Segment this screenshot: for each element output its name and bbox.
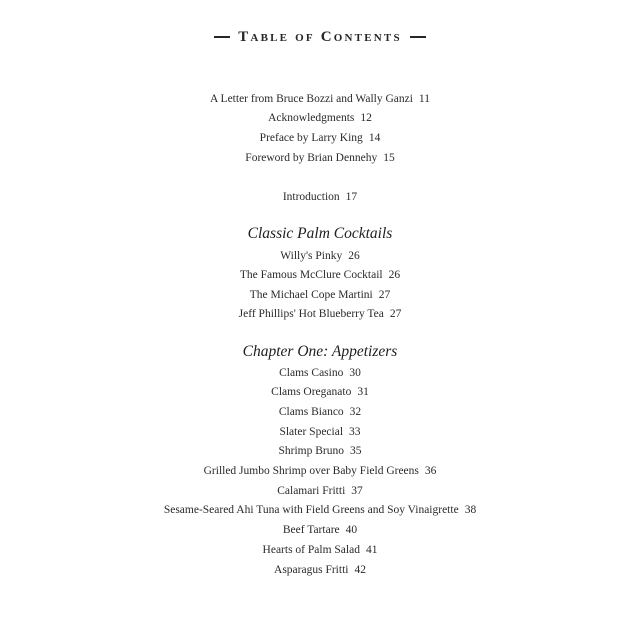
toc-entry[interactable] [0,385,640,399]
toc-entry-page: 33 [349,426,361,438]
toc-entry-title: Slater Special [279,426,344,438]
toc-entry-page: 35 [350,445,362,457]
toc-entry[interactable] [0,268,640,282]
toc-entry-page: 17 [345,191,358,203]
toc-entry-title: Calamari Fritti [277,485,346,497]
toc-entry-title: Jeff Phillips' Hot Blueberry Tea [238,308,384,320]
toc-entry[interactable] [0,249,640,263]
toc-entry[interactable] [0,92,640,106]
toc-entry[interactable] [0,151,640,165]
page-title [0,29,640,46]
title-dash-left [214,36,230,38]
toc-entry-page: 15 [383,152,395,164]
toc-entry-page: 26 [388,269,401,281]
toc-entry-title: A Letter from Bruce Bozzi and Wally Ganzi [210,93,413,105]
toc-entry-page: 31 [357,386,369,398]
toc-entry-page: 40 [345,524,358,536]
toc-entry[interactable] [0,307,640,321]
toc-entry-title: Foreword by Brian Dennehy [245,152,378,164]
toc-entry[interactable] [0,131,640,145]
toc-entry-page: 38 [464,504,477,516]
toc-entry-title: Acknowledgments [268,112,355,124]
toc-entry-title: Clams Oreganato [271,386,352,398]
toc-entry-title: Preface by Larry King [259,132,363,144]
toc-entry[interactable] [0,484,640,498]
toc-entry-title: Asparagus Fritti [274,564,349,576]
toc-entry-title: Shrimp Bruno [278,445,344,457]
toc-entry[interactable] [0,563,640,577]
section-heading-appetizers: Chapter One: Appetizers [242,343,398,360]
toc-entry-title: Beef Tartare [282,524,340,536]
toc-entry-page: 27 [389,308,402,320]
toc-entry[interactable] [0,190,640,204]
toc-entry-page: 36 [424,465,437,477]
toc-entry[interactable] [0,464,640,478]
toc-entry-page: 30 [349,367,361,379]
toc-entry-title: Grilled Jumbo Shrimp over Baby Field Greens [203,465,419,477]
section-heading-cocktails: Classic Palm Cocktails [247,225,393,242]
toc-entry-title: The Famous McClure Cocktail [239,269,383,281]
toc-entry-page: 42 [354,564,366,576]
toc-entry-page: 26 [348,250,360,262]
page-title-text: Table of Contents [238,29,402,45]
toc-entry[interactable] [0,366,640,380]
toc-entry-page: 12 [360,112,372,124]
toc-entry-title: Willy's Pinky [280,250,343,262]
toc-entry-page: 27 [378,289,391,301]
toc-entry[interactable] [0,503,640,517]
toc-entry[interactable] [0,288,640,302]
toc-entry-title: Clams Casino [279,367,344,379]
toc-entry[interactable] [0,523,640,537]
toc-entry[interactable] [0,444,640,458]
toc-entry-title: Sesame-Seared Ahi Tuna with Field Greens and Soy Vinaigrette [163,504,459,516]
toc-entry[interactable] [0,543,640,557]
title-dash-right [410,36,426,38]
toc-entry-title: The Michael Cope Martini [249,289,373,301]
toc-entry-title: Introduction [282,191,340,203]
toc-entry[interactable] [0,425,640,439]
toc-entry-page: 11 [418,93,430,105]
toc-entry-page: 14 [368,132,381,144]
toc-entry[interactable] [0,111,640,125]
toc-entry-title: Hearts of Palm Salad [262,544,360,556]
toc-entry-page: 41 [365,544,378,556]
toc-entry-title: Clams Bianco [278,406,344,418]
toc-entry-page: 32 [349,406,362,418]
toc-entry-page: 37 [351,485,363,497]
toc-entry[interactable] [0,405,640,419]
